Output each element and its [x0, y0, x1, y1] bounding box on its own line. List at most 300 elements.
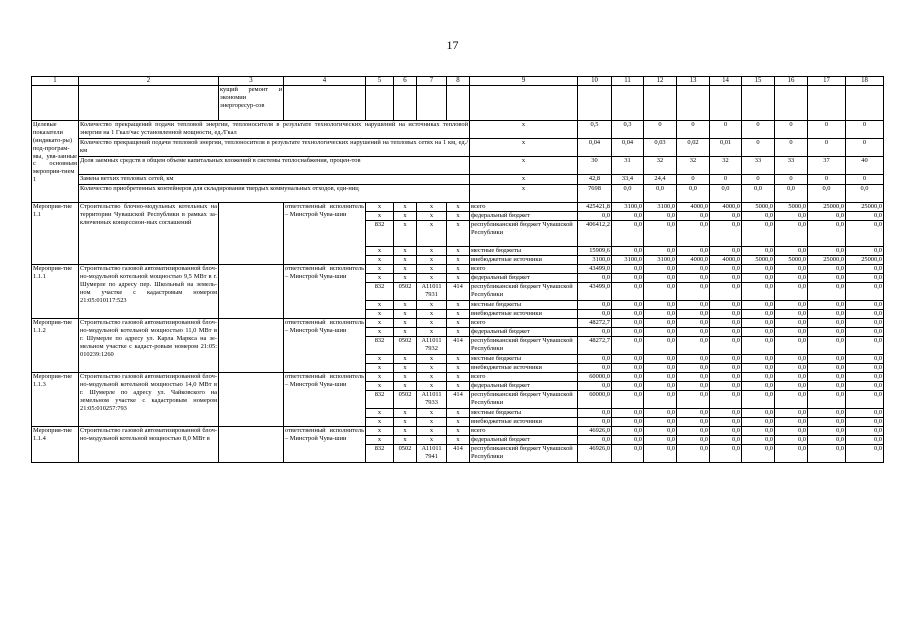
header-col-8: 8 [447, 77, 470, 86]
header-col-18: 18 [846, 77, 884, 86]
measure-responsible: ответственный исполнитель – Минстрой Чува-шии [284, 265, 366, 319]
target-value: 0,0 [644, 185, 677, 203]
funding-value: 0,0 [742, 319, 775, 328]
code-csr: x [417, 355, 447, 364]
funding-value: 5000,0 [775, 256, 808, 265]
funding-source: республиканский бюджет Чувашской Республики [470, 445, 578, 463]
code-csr: А11011 7933 [417, 391, 447, 409]
header-col-10: 10 [578, 77, 612, 86]
funding-value: 0,0 [846, 436, 884, 445]
measure-responsible: ответственный исполнитель – Минстрой Чува-шии [284, 427, 366, 463]
funding-value: 0,0 [677, 319, 710, 328]
funding-value: 0,0 [644, 427, 677, 436]
funding-value: 0,0 [846, 301, 884, 310]
funding-value: 0,0 [775, 274, 808, 283]
funding-value: 0,0 [644, 436, 677, 445]
funding-value: 46926,0 [578, 445, 612, 463]
target-value: 42,8 [578, 175, 612, 185]
target-value: 0 [742, 175, 775, 185]
header-col-17: 17 [808, 77, 846, 86]
measure-description: Строительство газовой автоматизированной блоч-но-модульной котельной мощностью 11,0 МВт в г. Шумерле по адресу ул. Карла Маркса на зе-мельном участке с кадаст-ровым номером 21:05: 010239:1260 [79, 319, 219, 373]
header-col-7: 7 [417, 77, 447, 86]
funding-value: 0,0 [846, 391, 884, 409]
funding-value: 0,0 [578, 212, 612, 221]
target-value: 0,0 [808, 185, 846, 203]
code-vr: x [447, 418, 470, 427]
code-grbs: 832 [366, 221, 394, 247]
funding-value: 0,0 [644, 355, 677, 364]
funding-value: 0,0 [808, 445, 846, 463]
funding-value: 0,0 [742, 301, 775, 310]
funding-value: 0,0 [612, 364, 644, 373]
header-col-3: 3 [219, 77, 284, 86]
funding-value: 0,0 [775, 265, 808, 274]
funding-value: 0,0 [808, 301, 846, 310]
code-vr: x [447, 373, 470, 382]
code-rzpr: x [394, 427, 417, 436]
code-csr: x [417, 418, 447, 427]
code-rzpr: x [394, 221, 417, 247]
funding-value: 0,0 [775, 319, 808, 328]
code-grbs: x [366, 319, 394, 328]
funding-value: 0,0 [775, 328, 808, 337]
funding-value: 0,0 [808, 283, 846, 301]
measure-name: Мероприя-тие 1.1 [32, 203, 79, 265]
code-grbs: x [366, 310, 394, 319]
funding-value: 0,0 [742, 391, 775, 409]
funding-value: 0,0 [775, 337, 808, 355]
target-value: 0 [775, 121, 808, 139]
funding-value: 0,0 [644, 328, 677, 337]
funding-value: 0,0 [612, 337, 644, 355]
code-rzpr: x [394, 310, 417, 319]
code-vr: x [447, 301, 470, 310]
target-x: x [470, 139, 578, 157]
funding-value: 0,0 [612, 328, 644, 337]
funding-value: 0,0 [644, 418, 677, 427]
funding-source: всего [470, 373, 578, 382]
funding-value: 5000,0 [742, 203, 775, 212]
code-rzpr: x [394, 265, 417, 274]
code-grbs: x [366, 409, 394, 418]
funding-value: 0,0 [578, 409, 612, 418]
code-csr: x [417, 382, 447, 391]
funding-value: 0,0 [710, 427, 742, 436]
funding-value: 0,0 [677, 355, 710, 364]
code-csr: x [417, 364, 447, 373]
header-col-16: 16 [775, 77, 808, 86]
measure-responsible: ответственный исполнитель – Минстрой Чува-шии [284, 203, 366, 265]
code-csr: x [417, 221, 447, 247]
funding-value: 0,0 [846, 283, 884, 301]
funding-value: 25000,0 [846, 203, 884, 212]
code-csr: x [417, 328, 447, 337]
empty-cell [394, 86, 417, 121]
funding-value: 0,0 [578, 310, 612, 319]
funding-source: республиканский бюджет Чувашской Республики [470, 391, 578, 409]
funding-source: всего [470, 203, 578, 212]
code-rzpr: 0502 [394, 391, 417, 409]
continuation-row [32, 86, 884, 121]
funding-value: 0,0 [677, 409, 710, 418]
target-value: 0,0 [775, 185, 808, 203]
funding-value: 0,0 [808, 382, 846, 391]
code-vr: x [447, 256, 470, 265]
funding-value: 0,0 [677, 436, 710, 445]
header-col-4: 4 [284, 77, 366, 86]
funding-value: 0,0 [644, 212, 677, 221]
code-rzpr: 0502 [394, 445, 417, 463]
funding-value: 0,0 [846, 427, 884, 436]
header-col-9: 9 [470, 77, 578, 86]
measure-description: Строительство газовой автоматизированной блоч-но-модульной котельной мощностью 14,0 МВт в г. Шумерле по адресу ул. Чайковского на земельном участке с кадастровым номером 21:05:010257:793 [79, 373, 219, 427]
empty-cell [284, 86, 366, 121]
code-csr: x [417, 203, 447, 212]
funding-value: 0,0 [742, 382, 775, 391]
code-vr: x [447, 382, 470, 391]
funding-value: 0,0 [775, 221, 808, 247]
funding-value: 0,0 [677, 212, 710, 221]
target-value: 0 [775, 139, 808, 157]
funding-value: 0,0 [578, 364, 612, 373]
funding-value: 0,0 [710, 418, 742, 427]
funding-value: 0,0 [612, 221, 644, 247]
empty-cell [578, 86, 612, 121]
empty-cell [644, 86, 677, 121]
measure-responsible: ответственный исполнитель – Минстрой Чува-шии [284, 319, 366, 373]
funding-value: 0,0 [775, 212, 808, 221]
funding-value: 0,0 [846, 221, 884, 247]
funding-value: 43499,0 [578, 265, 612, 274]
measure-empty [219, 203, 284, 265]
funding-value: 0,0 [808, 373, 846, 382]
funding-value: 48272,7 [578, 319, 612, 328]
funding-value: 0,0 [775, 247, 808, 256]
funding-value: 0,0 [677, 301, 710, 310]
funding-value: 0,0 [612, 436, 644, 445]
funding-value: 0,0 [742, 436, 775, 445]
funding-source: федеральный бюджет [470, 274, 578, 283]
funding-value: 0,0 [644, 337, 677, 355]
funding-value: 0,0 [846, 382, 884, 391]
code-csr: x [417, 409, 447, 418]
funding-value: 0,0 [808, 418, 846, 427]
funding-value: 0,0 [710, 355, 742, 364]
target-value: 0 [808, 139, 846, 157]
header-col-1: 1 [32, 77, 79, 86]
code-grbs: x [366, 364, 394, 373]
funding-value: 0,0 [846, 247, 884, 256]
code-vr: x [447, 409, 470, 418]
funding-value: 0,0 [644, 283, 677, 301]
code-vr: 414 [447, 445, 470, 463]
code-vr: 414 [447, 337, 470, 355]
measure-empty [219, 265, 284, 319]
funding-value: 0,0 [775, 310, 808, 319]
code-rzpr: x [394, 373, 417, 382]
measure-row [32, 373, 884, 382]
measure-empty [219, 373, 284, 427]
funding-value: 0,0 [710, 274, 742, 283]
target-value: 0 [710, 175, 742, 185]
funding-value: 0,0 [612, 212, 644, 221]
funding-value: 0,0 [808, 265, 846, 274]
funding-source: республиканский бюджет Чувашской Республики [470, 283, 578, 301]
funding-value: 0,0 [710, 445, 742, 463]
code-vr: x [447, 274, 470, 283]
empty-cell [366, 86, 394, 121]
funding-value: 0,0 [808, 221, 846, 247]
target-x: x [470, 157, 578, 175]
measure-empty [219, 427, 284, 463]
code-grbs: 832 [366, 391, 394, 409]
target-value: 0,0 [612, 185, 644, 203]
funding-value: 0,0 [644, 391, 677, 409]
funding-value: 0,0 [612, 409, 644, 418]
funding-value: 0,0 [644, 382, 677, 391]
code-vr: x [447, 328, 470, 337]
funding-value: 0,0 [710, 409, 742, 418]
code-vr: x [447, 265, 470, 274]
measure-description: Строительство газовой автоматизированной блоч-но-модульной котельной мощностью 8,0 МВт в [79, 427, 219, 463]
code-csr: x [417, 310, 447, 319]
target-value: 7698 [578, 185, 612, 203]
funding-value: 0,0 [808, 319, 846, 328]
code-grbs: x [366, 203, 394, 212]
code-vr: x [447, 364, 470, 373]
funding-value: 25000,0 [808, 256, 846, 265]
funding-value: 0,0 [644, 409, 677, 418]
funding-source: республиканский бюджет Чувашской Республики [470, 221, 578, 247]
target-value: 0,0 [846, 185, 884, 203]
funding-value: 0,0 [677, 310, 710, 319]
funding-value: 3100,0 [644, 203, 677, 212]
funding-value: 4000,0 [677, 203, 710, 212]
funding-value: 0,0 [808, 391, 846, 409]
header-col-5: 5 [366, 77, 394, 86]
code-csr: А11011 7931 [417, 283, 447, 301]
funding-value: 0,0 [742, 355, 775, 364]
funding-value: 5000,0 [775, 203, 808, 212]
funding-value: 0,0 [578, 274, 612, 283]
target-value: 0 [742, 139, 775, 157]
code-grbs: x [366, 436, 394, 445]
funding-value: 0,0 [612, 319, 644, 328]
code-csr: x [417, 436, 447, 445]
header-col-15: 15 [742, 77, 775, 86]
code-vr: 414 [447, 391, 470, 409]
header-col-6: 6 [394, 77, 417, 86]
target-row [32, 157, 884, 175]
target-value: 33 [775, 157, 808, 175]
funding-value: 5000,0 [742, 256, 775, 265]
code-grbs: x [366, 265, 394, 274]
funding-value: 0,0 [808, 212, 846, 221]
funding-value: 0,0 [846, 274, 884, 283]
funding-value: 406412,2 [578, 221, 612, 247]
funding-value: 0,0 [677, 364, 710, 373]
funding-source: всего [470, 265, 578, 274]
funding-value: 0,0 [677, 391, 710, 409]
target-value: 0 [846, 175, 884, 185]
target-value: 0 [644, 121, 677, 139]
header-col-14: 14 [710, 77, 742, 86]
header-row [32, 77, 884, 86]
funding-value: 0,0 [742, 247, 775, 256]
funding-value: 0,0 [612, 445, 644, 463]
header-col-13: 13 [677, 77, 710, 86]
funding-value: 0,0 [644, 310, 677, 319]
funding-value: 0,0 [644, 364, 677, 373]
measure-name: Мероприя-тие 1.1.1 [32, 265, 79, 319]
code-rzpr: x [394, 409, 417, 418]
funding-value: 0,0 [742, 283, 775, 301]
funding-value: 0,0 [742, 212, 775, 221]
funding-source: республиканский бюджет Чувашской Республики [470, 337, 578, 355]
target-value: 0 [846, 121, 884, 139]
funding-value: 0,0 [612, 427, 644, 436]
header-col-12: 12 [644, 77, 677, 86]
target-value: 37 [808, 157, 846, 175]
funding-value: 0,0 [742, 221, 775, 247]
code-rzpr: x [394, 274, 417, 283]
code-csr: x [417, 319, 447, 328]
funding-value: 0,0 [644, 445, 677, 463]
code-grbs: x [366, 382, 394, 391]
funding-value: 0,0 [846, 373, 884, 382]
code-rzpr: x [394, 418, 417, 427]
funding-value: 0,0 [710, 373, 742, 382]
funding-value: 0,0 [710, 364, 742, 373]
funding-value: 0,0 [710, 337, 742, 355]
funding-value: 0,0 [846, 418, 884, 427]
funding-value: 0,0 [742, 265, 775, 274]
code-vr: x [447, 355, 470, 364]
funding-value: 46926,0 [578, 427, 612, 436]
code-grbs: x [366, 274, 394, 283]
target-value: 0 [808, 121, 846, 139]
funding-value: 0,0 [846, 355, 884, 364]
target-row [32, 139, 884, 157]
target-value: 32 [677, 157, 710, 175]
funding-value: 0,0 [710, 265, 742, 274]
funding-source: внебюджетные источники [470, 256, 578, 265]
code-grbs: x [366, 355, 394, 364]
funding-value: 60000,0 [578, 391, 612, 409]
funding-value: 0,0 [677, 382, 710, 391]
funding-value: 0,0 [612, 247, 644, 256]
target-text: Доля заемных средств в общем объеме капитальных вложений в системы теплоснабжения, процен-тов [79, 157, 470, 175]
target-value: 40 [846, 157, 884, 175]
target-value: 0 [846, 139, 884, 157]
code-rzpr: x [394, 364, 417, 373]
funding-value: 0,0 [612, 373, 644, 382]
funding-value: 0,0 [808, 355, 846, 364]
measure-row [32, 203, 884, 212]
measure-name: Мероприя-тие 1.1.2 [32, 319, 79, 373]
funding-value: 3100,0 [644, 256, 677, 265]
code-csr: x [417, 274, 447, 283]
code-vr: x [447, 310, 470, 319]
code-grbs: x [366, 427, 394, 436]
funding-value: 0,0 [612, 355, 644, 364]
funding-value: 0,0 [846, 445, 884, 463]
funding-value: 0,0 [644, 274, 677, 283]
code-csr: x [417, 427, 447, 436]
target-value: 0,3 [612, 121, 644, 139]
target-value: 33,4 [612, 175, 644, 185]
empty-cell [417, 86, 447, 121]
funding-value: 0,0 [578, 418, 612, 427]
funding-value: 0,0 [808, 364, 846, 373]
funding-value: 0,0 [677, 221, 710, 247]
funding-value: 0,0 [808, 436, 846, 445]
header-col-11: 11 [612, 77, 644, 86]
targets-label: Целевые показатели (индикато-ры) под-програм-мы, увя-занные с основным мероприя-тием 1 [32, 121, 79, 203]
measure-row [32, 427, 884, 436]
target-value: 0,0 [710, 185, 742, 203]
measure-responsible: ответственный исполнитель – Минстрой Чува-шии [284, 373, 366, 427]
code-grbs: x [366, 256, 394, 265]
target-value: 0 [710, 121, 742, 139]
funding-value: 0,0 [644, 319, 677, 328]
target-value: 0 [808, 175, 846, 185]
code-rzpr: x [394, 212, 417, 221]
code-grbs: x [366, 328, 394, 337]
target-value: 0 [677, 175, 710, 185]
funding-value: 0,0 [710, 328, 742, 337]
funding-value: 0,0 [775, 409, 808, 418]
funding-value: 0,0 [775, 382, 808, 391]
funding-source: федеральный бюджет [470, 382, 578, 391]
code-rzpr: x [394, 301, 417, 310]
code-grbs: x [366, 373, 394, 382]
funding-source: внебюджетные источники [470, 364, 578, 373]
measure-description: Строительство газовой автоматизированной блоч-но-модульной котельной мощностью 9,5 МВт в г. Шумерле по адресу пер. Школьный на земель-ном участке с кадастровым номером 21:05:010117:523 [79, 265, 219, 319]
funding-source: всего [470, 319, 578, 328]
empty-cell [612, 86, 644, 121]
funding-value: 0,0 [644, 247, 677, 256]
funding-value: 425421,8 [578, 203, 612, 212]
funding-value: 0,0 [808, 427, 846, 436]
target-value: 31 [612, 157, 644, 175]
funding-value: 0,0 [644, 301, 677, 310]
funding-value: 0,0 [677, 445, 710, 463]
funding-value: 0,0 [578, 355, 612, 364]
funding-value: 0,0 [742, 418, 775, 427]
code-grbs: x [366, 247, 394, 256]
measure-name: Мероприя-тие 1.1.3 [32, 373, 79, 427]
funding-value: 0,0 [846, 212, 884, 221]
funding-value: 0,0 [846, 310, 884, 319]
funding-value: 0,0 [644, 373, 677, 382]
target-x: x [470, 121, 578, 139]
funding-value: 25000,0 [846, 256, 884, 265]
funding-value: 0,0 [578, 382, 612, 391]
funding-value: 60000,0 [578, 373, 612, 382]
funding-value: 0,0 [808, 247, 846, 256]
funding-value: 0,0 [710, 247, 742, 256]
funding-value: 0,0 [742, 427, 775, 436]
code-csr: x [417, 301, 447, 310]
page-number: 17 [446, 38, 459, 52]
empty-cell [470, 86, 578, 121]
measure-row [32, 265, 884, 274]
code-rzpr: x [394, 355, 417, 364]
funding-value: 0,0 [644, 221, 677, 247]
funding-value: 0,0 [677, 373, 710, 382]
funding-value: 0,0 [612, 265, 644, 274]
